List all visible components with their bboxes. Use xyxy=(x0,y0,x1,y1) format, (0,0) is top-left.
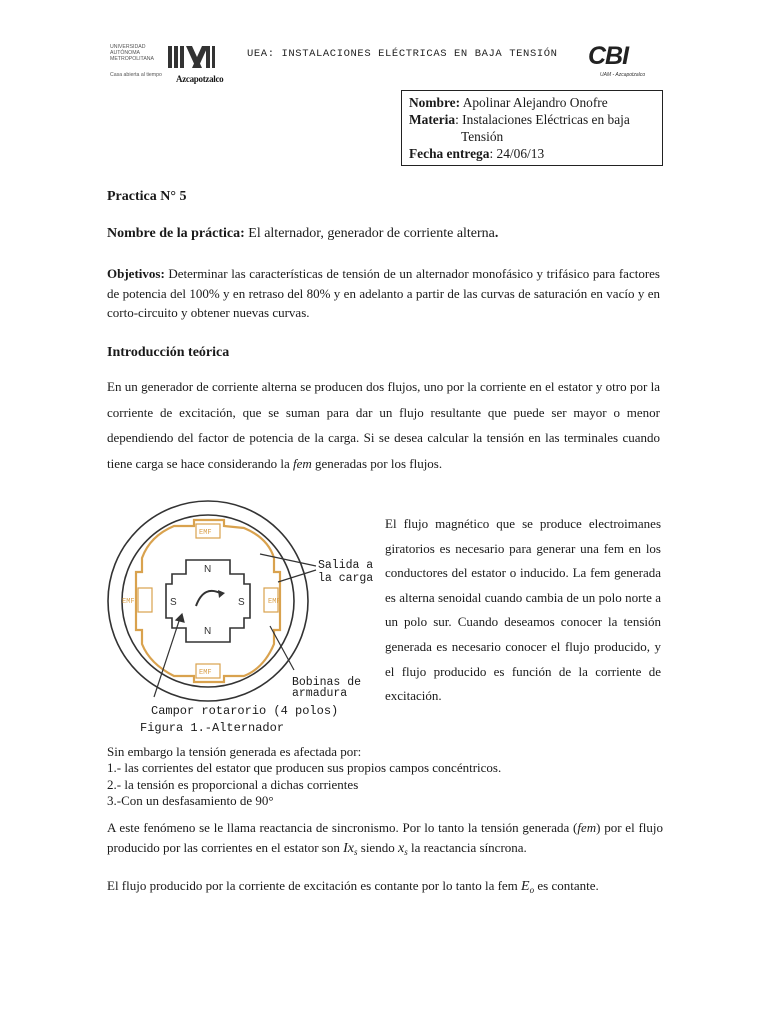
list-item: 2.- la tensión es proporcional a dichas corrientes xyxy=(107,776,359,792)
label-coils-line2: armadura xyxy=(292,687,348,700)
subject-value: : Instalaciones Eléctricas en baja xyxy=(455,112,630,127)
intro-paragraph xyxy=(107,374,660,476)
flux-paragraph: El flujo magnético que se produce electroimanes giratorios es necesario para generar una fem en los conductores del estator o inducido. La fem generada es alterna senoidal cuando cambia de un polo norte a un polo sur. Cuando deseamos conocer la tensión generada es necesario conocer el flujo producido, y el flujo producido es función de la corriente de excitación. xyxy=(385,516,661,704)
name-line xyxy=(409,94,655,111)
intro-fem: fem xyxy=(293,455,312,471)
pole-n-bottom: N xyxy=(204,626,212,637)
sync-text-3: siendo xyxy=(357,840,398,855)
pole-s-left: S xyxy=(170,597,177,608)
effects-list xyxy=(107,744,667,810)
intro-text-1: En un generador de corriente alterna se producen dos flujos, uno por la corriente en el estator y otro por la corriente de excitación, que se suman para dar un flujo resultante que puede ser mayor o menor dependiendo del factor de potencia de la carga. Si se desea calcular la tensión en las terminales cuando tiene carga se hace considerando la xyxy=(107,379,660,471)
unit-name: Azcapotzalco xyxy=(176,74,224,84)
math-ix-sub: s xyxy=(354,847,358,857)
objectives-text: Determinar las características de tensión de un alternador monofásico y trifásico para factores de potencia del 100% y en retraso del 80% y en adelanto a partir de las curvas de saturación en vacío y en corto-circuito y obtener nuevas curvas. xyxy=(107,266,660,320)
excitation-text-2: es contante. xyxy=(534,878,599,893)
university-line-3: METROPOLITANA xyxy=(110,56,155,63)
label-coils-line1: Bobinas de xyxy=(292,676,362,689)
practice-name xyxy=(107,226,498,242)
subject-value-cont: Tensión xyxy=(461,129,504,144)
emf-label-top: EMF xyxy=(199,529,212,537)
sync-reactance-paragraph xyxy=(107,818,663,862)
cbi-subtitle: UAM - Azcapotzalco xyxy=(600,72,646,78)
practice-name-label: Nombre de la práctica: xyxy=(107,226,245,241)
header-title: UEA: INSTALACIONES ELÉCTRICAS EN BAJA TENSIÓN xyxy=(247,48,558,60)
math-ix: Ix xyxy=(343,841,354,856)
pole-n-top: N xyxy=(204,564,212,575)
cbi-logo: CBI xyxy=(588,42,629,70)
university-line-2: AUTÓNOMA xyxy=(110,50,140,57)
practice-name-end: . xyxy=(494,226,499,241)
intro-text-2: generadas por los flujos. xyxy=(311,455,443,471)
university-tagline: Casa abierta al tiempo xyxy=(110,72,162,78)
emf-label-bottom: EMF xyxy=(199,669,212,677)
university-line-1: UNIVERSIDAD xyxy=(110,44,146,50)
sync-fem: fem xyxy=(577,820,597,835)
emf-label-right: EMF xyxy=(268,598,281,606)
objectives-label: Objetivos: xyxy=(107,266,165,281)
math-xs: x xyxy=(397,841,405,856)
list-item: 1.- las corrientes del estator que producen sus propios campos concéntricos. xyxy=(107,760,502,776)
name-value: Apolinar Alejandro Onofre xyxy=(462,95,608,110)
objectives-paragraph xyxy=(107,264,660,323)
emf-label-left: EMF xyxy=(122,598,135,606)
university-name xyxy=(110,44,166,63)
math-e: E xyxy=(521,879,530,894)
intro-title: Introducción teórica xyxy=(107,345,230,360)
label-rotating-field: Campor rotarorio (4 polos) xyxy=(151,704,339,718)
excitation-paragraph xyxy=(107,878,667,895)
alternator-figure xyxy=(104,494,380,738)
date-label: Fecha entrega xyxy=(409,146,490,161)
name-label: Nombre: xyxy=(409,95,461,110)
pole-s-right: S xyxy=(238,597,245,608)
excitation-text-1: El flujo producido por la corriente de excitación es contante por lo tanto la fem xyxy=(107,878,522,893)
student-info-box xyxy=(401,90,663,166)
figure-caption: Figura 1.-Alternador xyxy=(140,721,285,735)
practice-name-value: El alternador, generador de corriente alterna xyxy=(244,226,495,241)
math-xs-sub: s xyxy=(404,847,408,857)
subject-label: Materia xyxy=(409,112,456,127)
label-output-line2: la carga xyxy=(318,572,374,585)
sync-text-2: ) por el flujo producido por las corrientes en el estator son xyxy=(107,820,663,855)
math-e-sub: o xyxy=(529,885,535,895)
date-line xyxy=(409,145,655,162)
list-item: 3.-Con un desfasamiento de 90° xyxy=(107,793,274,809)
label-output-line1: Salida a xyxy=(318,559,374,572)
subject-line xyxy=(409,111,655,128)
practice-number: Practica N° 5 xyxy=(107,189,187,204)
sync-text-1: A este fenómeno se le llama reactancia de sincronismo. Por lo tanto la tensión generada ( xyxy=(107,820,578,835)
uam-logo-icon xyxy=(166,44,216,72)
effects-intro: Sin embargo la tensión generada es afectada por: xyxy=(107,744,362,759)
date-value: : 24/06/13 xyxy=(489,146,545,161)
sync-text-4: la reactancia síncrona. xyxy=(407,840,527,855)
